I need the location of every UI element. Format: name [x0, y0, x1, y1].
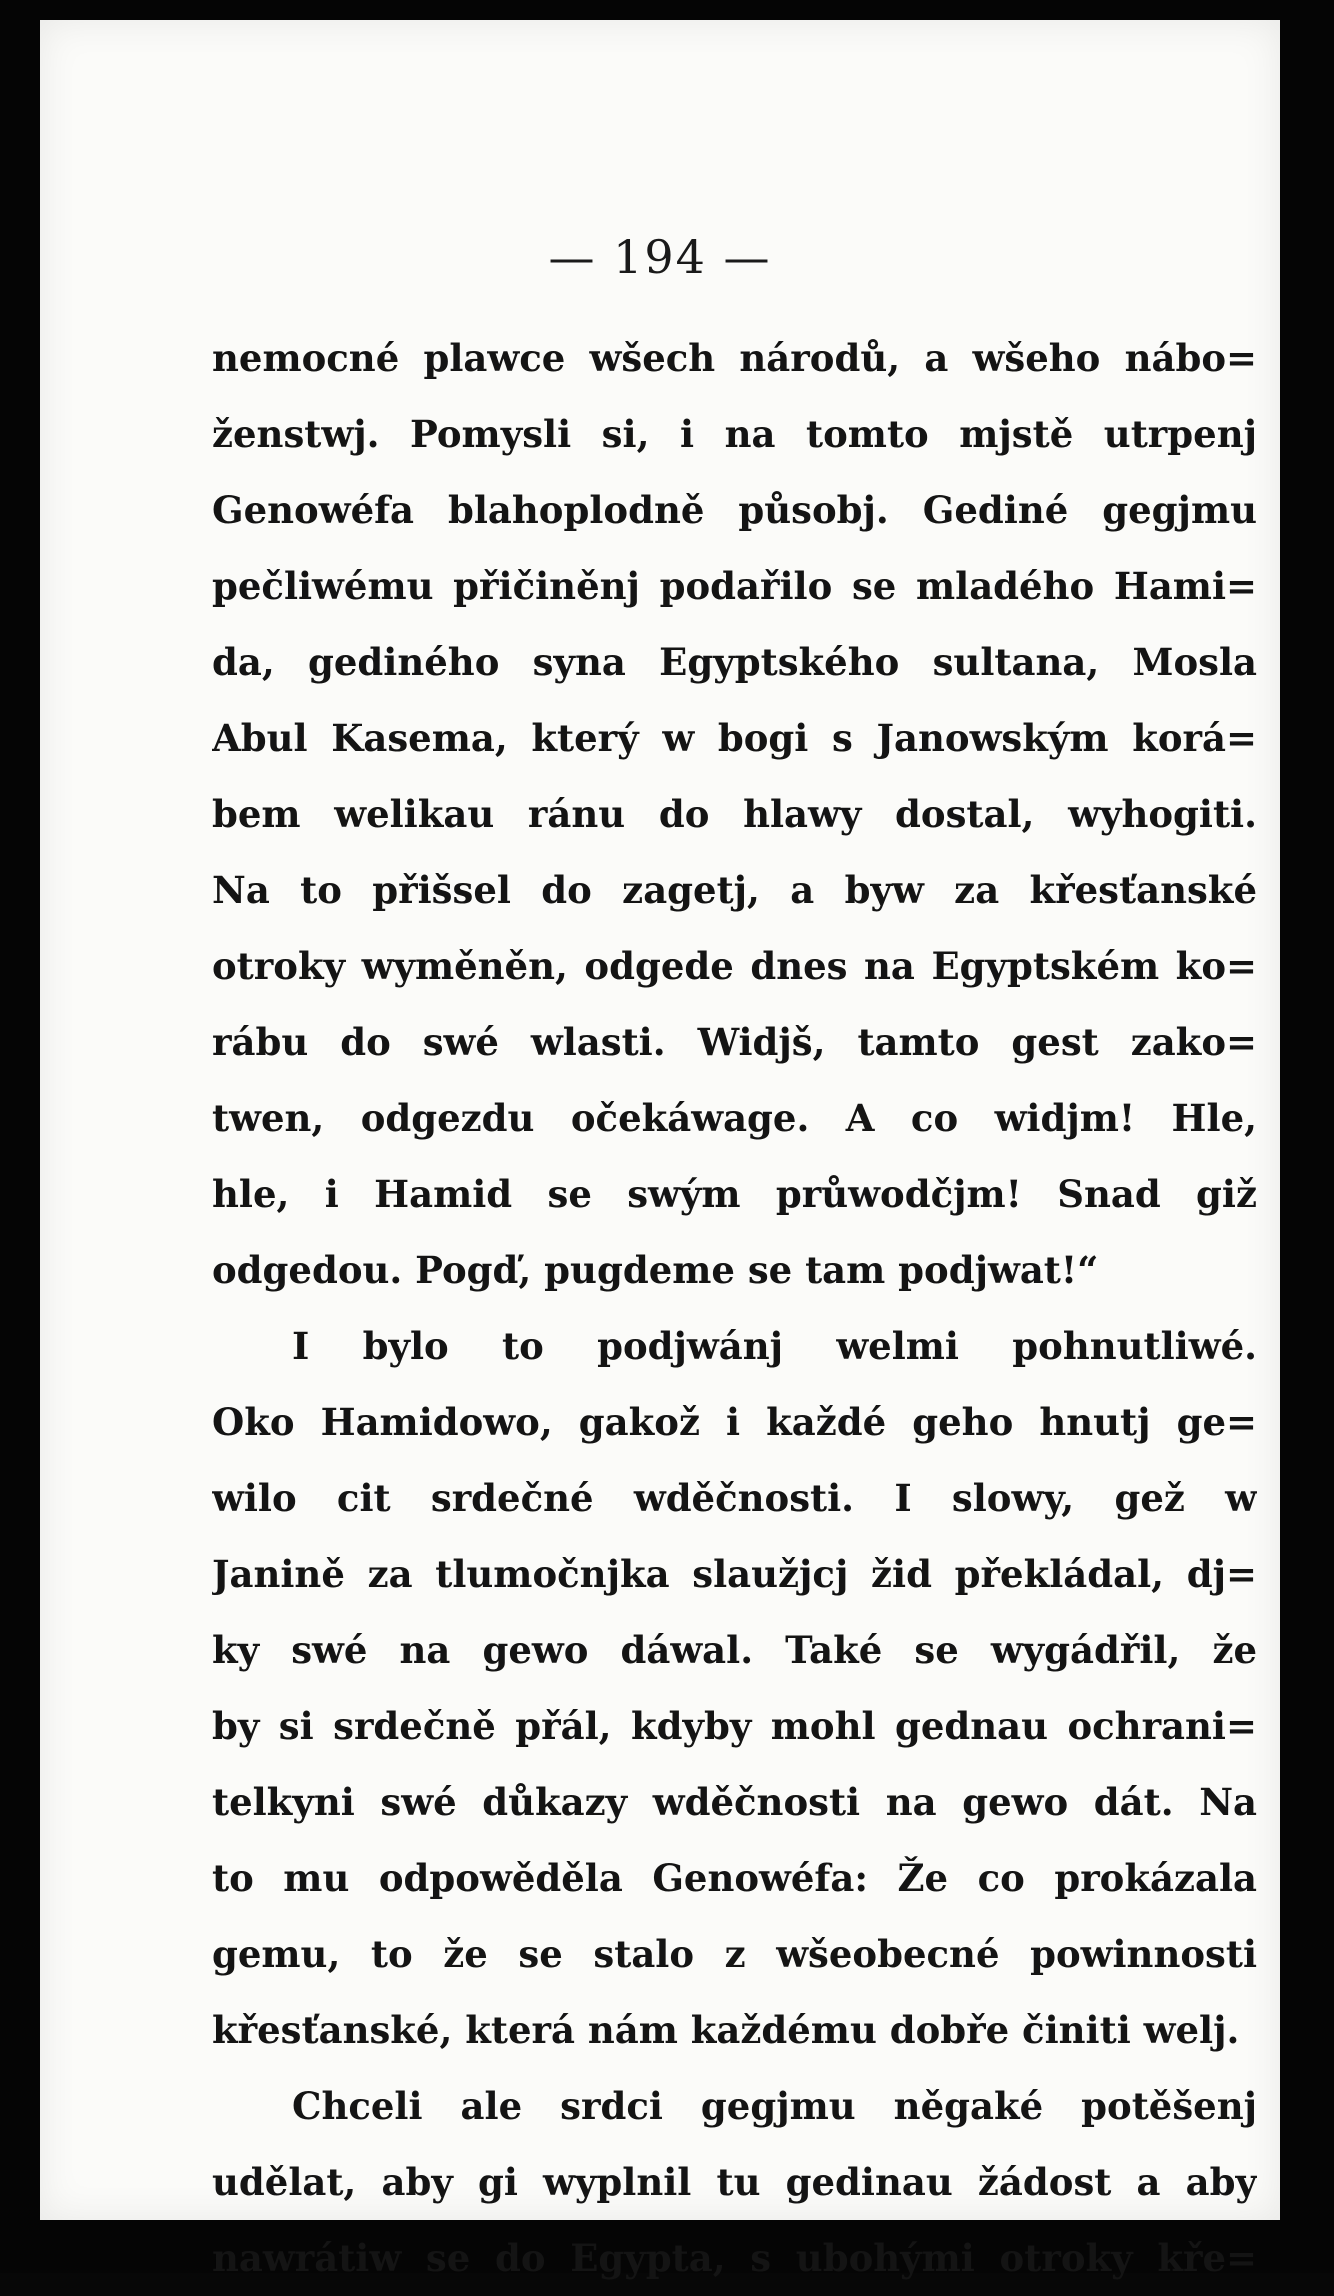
text-line: Chceli ale srdci gegjmu něgaké potěšenj: [292, 2084, 1257, 2128]
text-line: nemocné plawce wšech národů, a wšeho nábo=: [212, 336, 1257, 380]
text-line: Genowéfa blahoplodně působj. Gediné gegjmu: [212, 488, 1257, 532]
text-line: Na to přišsel do zagetj, a byw za křesťanské: [212, 868, 1257, 912]
text-line: bem welikau ránu do hlawy dostal, wyhogiti.: [212, 792, 1257, 836]
text-line: ženstwj. Pomysli si, i na tomto mjstě utrpenj: [212, 412, 1257, 456]
text-line: nawrátiw se do Egypta, s ubohými otroky kře=: [212, 2236, 1257, 2280]
text-line: pečliwému přičiněnj podařilo se mladého Hami=: [212, 564, 1257, 608]
book-page: [40, 20, 1280, 2280]
text-line: da, gediného syna Egyptského sultana, Mosla: [212, 640, 1257, 684]
text-line: Janině za tlumočnjka slaužjcj žid překládal, dj=: [212, 1552, 1257, 1596]
text-line: by si srdečně přál, kdyby mohl gednau ochrani=: [212, 1704, 1257, 1748]
body-text: [212, 320, 1257, 2296]
text-line: Oko Hamidowo, gakož i každé geho hnutj ge=: [212, 1400, 1257, 1444]
text-line: Abul Kasema, který w bogi s Janowským korá=: [212, 716, 1257, 760]
text-line: twen, odgezdu očekáwage. A co widjm! Hle,: [212, 1096, 1257, 1140]
text-line: rábu do swé wlasti. Widjš, tamto gest zako=: [212, 1020, 1257, 1064]
text-line: telkyni swé důkazy wděčnosti na gewo dát. Na: [212, 1780, 1257, 1824]
text-line: hle, i Hamid se swým průwodčjm! Snad giž: [212, 1172, 1257, 1216]
text-line: otroky wyměněn, odgede dnes na Egyptském ko=: [212, 944, 1257, 988]
text-line: udělat, aby gi wyplnil tu gedinau žádost a aby: [212, 2160, 1257, 2204]
text-line: křesťanské, která nám každému dobře činiti welj.: [212, 2008, 1240, 2052]
text-line: ky swé na gewo dáwal. Také se wygádřil, že: [212, 1628, 1257, 1672]
text-line: odgedou. Pogď, pugdeme se tam podjwat!“: [212, 1248, 1099, 1292]
text-line: to mu odpowěděla Genowéfa: Že co prokázala: [212, 1856, 1257, 1900]
text-line: wilo cit srdečné wděčnosti. I slowy, gež w: [212, 1476, 1257, 1520]
text-line: gemu, to že se stalo z wšeobecné powinnosti: [212, 1932, 1257, 1976]
page-number: — 194 —: [548, 230, 772, 284]
text-line: I bylo to podjwánj welmi pohnutliwé.: [292, 1324, 1257, 1368]
